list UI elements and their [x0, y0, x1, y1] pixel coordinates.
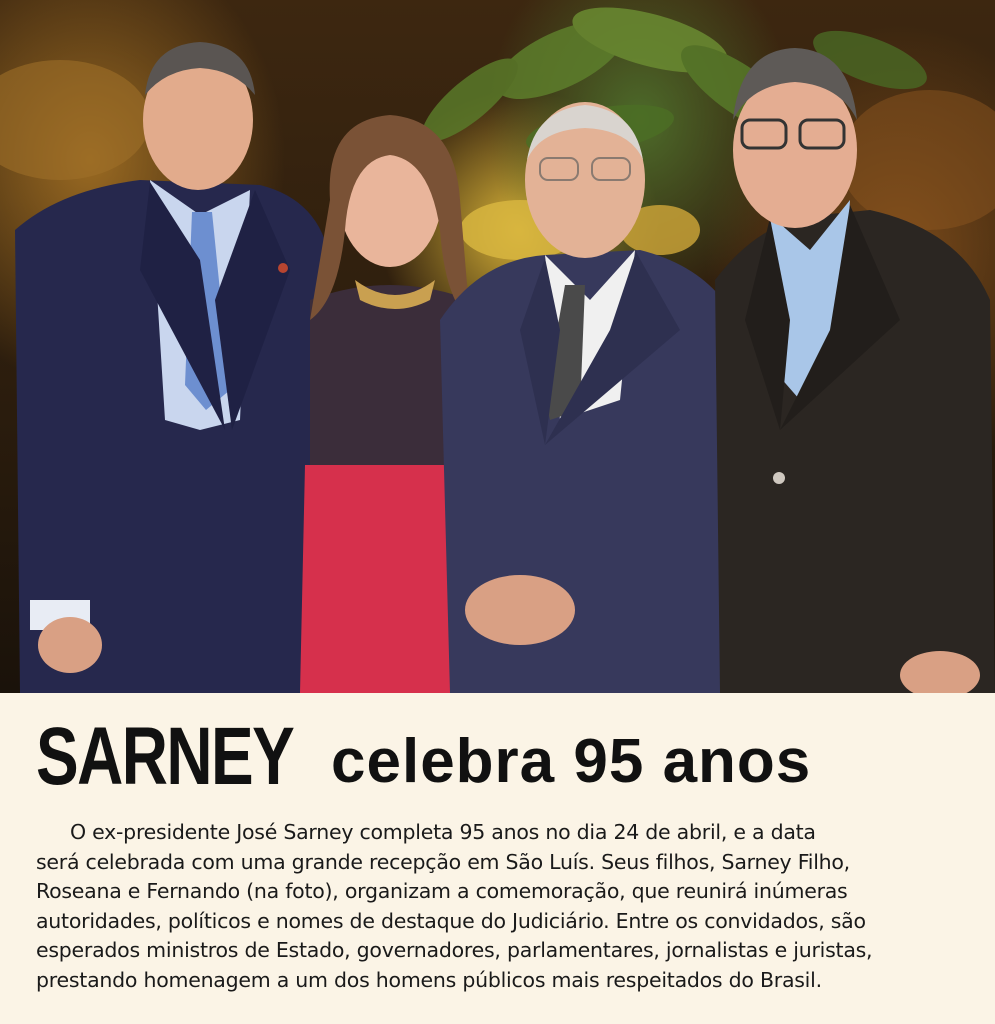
- person-older-man: [440, 102, 745, 693]
- body-line: Roseana e Fernando (na foto), organizam a comemoração, que reunirá inúmeras: [36, 879, 848, 904]
- body-line: prestando homenagem a um dos homens públicos mais respeitados do Brasil.: [36, 967, 822, 992]
- body-line: O ex-presidente José Sarney completa 95 anos no dia 24 de abril, e a data: [70, 820, 816, 844]
- headline-strong: SARNEY: [36, 711, 294, 802]
- body-line: autoridades, políticos e nomes de destaque do Judiciário. Entre os convidados, são: [36, 908, 866, 933]
- headline-rest: celebra 95 anos: [331, 727, 812, 796]
- article-body: [36, 818, 966, 996]
- body-line: será celebrada com uma grande recepção em São Luís. Seus filhos, Sarney Filho,: [36, 849, 850, 874]
- body-line: esperados ministros de Estado, governadores, parlamentares, jornalistas e juristas,: [36, 938, 873, 963]
- headline: [36, 712, 811, 812]
